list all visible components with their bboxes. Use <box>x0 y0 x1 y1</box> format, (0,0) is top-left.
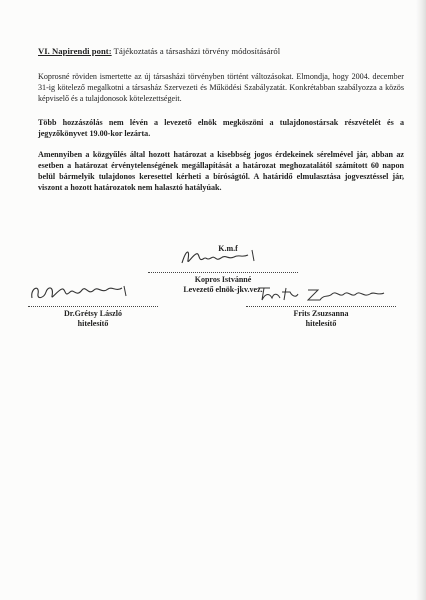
chair-signature-line <box>148 256 298 273</box>
chair-name: Kopros Istvánné <box>194 275 252 284</box>
kmf-label: K.m.f <box>218 244 238 253</box>
paragraph-closing: Több hozzászólás nem lévén a levezető elnök megköszöni a tulajdonostársak részvételét és a jegyzőkönyvet 19.00-kor lezárta. <box>38 118 404 138</box>
left-signature-line <box>28 290 158 307</box>
left-signer-role: hitelesítő <box>77 319 109 328</box>
chair-handwritten-signature <box>176 246 266 268</box>
left-handwritten-signature <box>28 280 138 304</box>
right-signer-name: Frits Zsuzsanna <box>293 309 349 318</box>
paragraph-legal-remedy: Amennyiben a közgyűlés által hozott határozat a kisebbség jogos érdekeinek sérelmével jár, abban az esetben a határozat érvénytelenségének megállapítását a határozat meghozatalától számított 60 napon belül bármelyik tulajdonos keresettel kérheti a bíróságtól. A határidő elmulasztása jogvesztéssel jár, viszont a hozott határozatok nem halasztó hatályúak. <box>38 150 404 192</box>
paragraph-law-changes: Koprosné röviden ismertette az új társasházi törvényben történt változásokat. Elmondja, hogy 2004. december 31-ig kötelező megalkotni a társasház Szervezeti és Működési Szabályzatát. Konkrétabban szabályozza a közös képviselő és a tulajdonosok kötelezettségeit. <box>38 72 404 103</box>
right-signer-role: hitelesítő <box>305 319 337 328</box>
scan-shadow <box>416 0 426 600</box>
right-handwritten-signature <box>252 282 392 304</box>
agenda-heading <box>38 46 398 57</box>
agenda-number: VI. Napirendi pont: <box>38 46 112 56</box>
left-signature-block <box>28 290 158 329</box>
right-signature-line <box>246 290 396 307</box>
chair-role: Levezető elnök-jkv.vez. <box>183 285 263 294</box>
right-signature-block <box>246 290 396 329</box>
agenda-title: Tájékoztatás a társasházi törvény módosításáról <box>113 46 281 56</box>
left-signer-name: Dr.Grétsy László <box>64 309 122 318</box>
